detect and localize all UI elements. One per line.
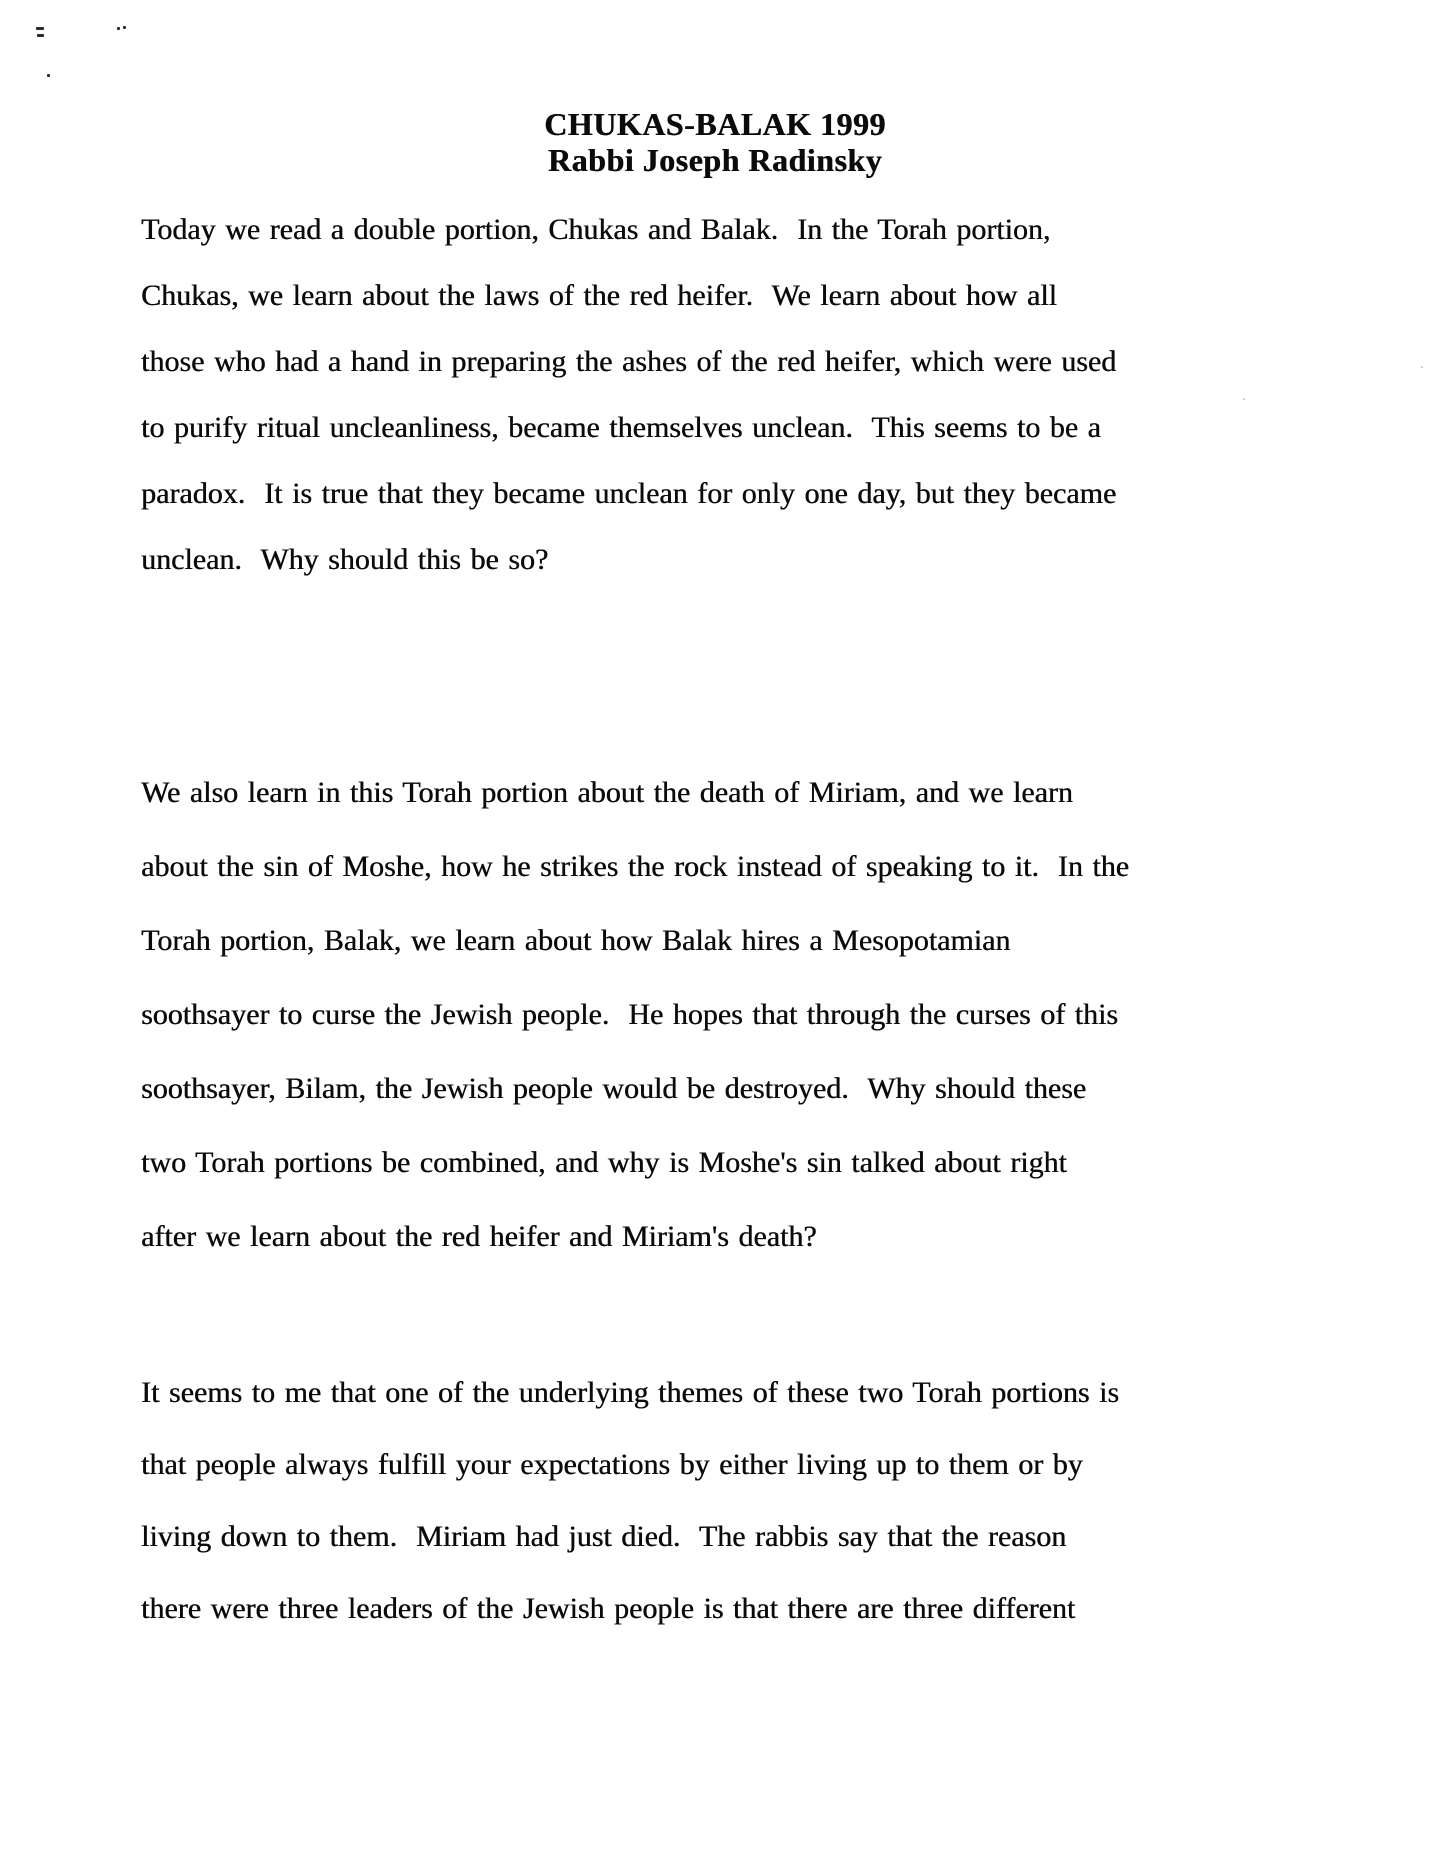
paragraph — [141, 1357, 1119, 1645]
scan-speck — [47, 74, 50, 77]
text-line: to purify ritual uncleanliness, became themselves unclean. This seems to be a — [141, 411, 1101, 444]
text-line: soothsayer to curse the Jewish people. He hopes that through the curses of this — [141, 998, 1118, 1031]
text-line: It seems to me that one of the underlying themes of these two Torah portions is — [141, 1376, 1119, 1409]
scan-speck — [123, 26, 126, 29]
text-line: two Torah portions be combined, and why is Moshe's sin talked about right — [141, 1146, 1067, 1179]
text-line: after we learn about the red heifer and Miriam's death? — [141, 1220, 817, 1253]
text-line: living down to them. Miriam had just died. The rabbis say that the reason — [141, 1520, 1067, 1553]
paragraph — [141, 197, 1116, 593]
scan-speck — [117, 27, 120, 30]
text-line: Today we read a double portion, Chukas and Balak. In the Torah portion, — [141, 213, 1051, 246]
document-heading — [0, 106, 1430, 178]
paragraph — [141, 756, 1129, 1274]
text-line: paradox. It is true that they became unclean for only one day, but they became — [141, 477, 1117, 510]
text-line: We also learn in this Torah portion about the death of Miriam, and we learn — [141, 776, 1073, 809]
scan-speck — [1243, 398, 1245, 400]
scan-speck — [36, 27, 44, 30]
text-line: those who had a hand in preparing the ashes of the red heifer, which were used — [141, 345, 1117, 378]
text-line: about the sin of Moshe, how he strikes the rock instead of speaking to it. In the — [141, 850, 1129, 883]
document-title: CHUKAS-BALAK 1999 — [544, 106, 886, 142]
text-line: there were three leaders of the Jewish people is that there are three different — [141, 1592, 1076, 1625]
text-line: soothsayer, Bilam, the Jewish people would be destroyed. Why should these — [141, 1072, 1087, 1105]
text-line: unclean. Why should this be so? — [141, 543, 549, 576]
document-author: Rabbi Joseph Radinsky — [547, 142, 883, 178]
scan-speck — [37, 34, 44, 37]
text-line: that people always fulfill your expectations by either living up to them or by — [141, 1448, 1083, 1481]
text-line: Chukas, we learn about the laws of the red heifer. We learn about how all — [141, 279, 1057, 312]
scan-speck — [1421, 366, 1423, 368]
text-line: Torah portion, Balak, we learn about how Balak hires a Mesopotamian — [141, 924, 1011, 957]
